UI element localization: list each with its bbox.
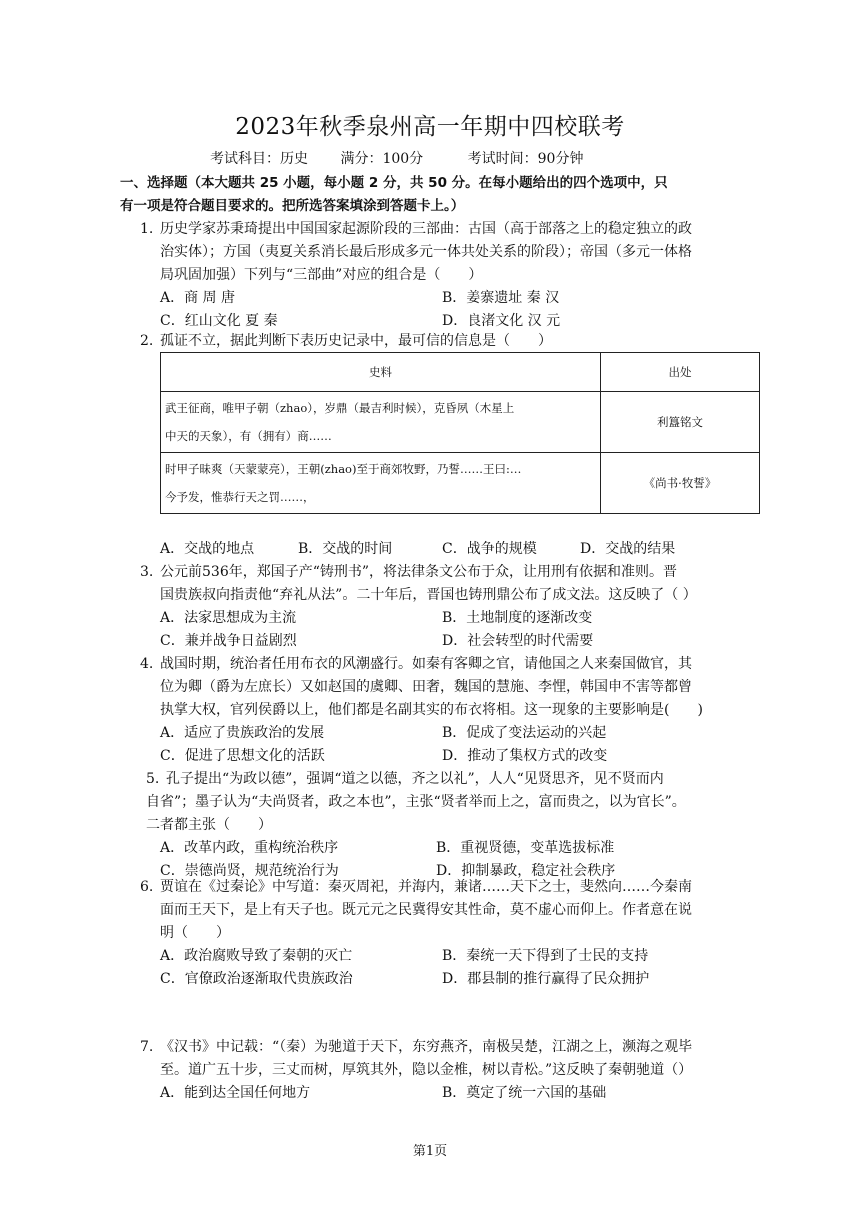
option-b[interactable]: B．促成了变法运动的兴起: [442, 725, 607, 741]
table-cell-origin: 利簋铭文: [601, 392, 760, 453]
stem-line: 贾谊在《过秦论》中写道：秦灭周祀，并海内，兼诸……天下之士，斐然向……今秦南: [160, 879, 692, 895]
stem-line: 孔子提出“为政以德”，强调“道之以德，齐之以礼”，人人“见贤思齐，见不贤而内: [166, 771, 664, 787]
question-4: [140, 653, 760, 768]
stem-line: 明（ ）: [160, 925, 230, 941]
question-stem: [160, 1036, 760, 1082]
table-header-row: [161, 353, 760, 392]
table-cell-origin: 《尚书·牧誓》: [601, 453, 760, 514]
table-cell-text: [161, 392, 601, 453]
stem-line: 战国时期，统治者任用布衣的风潮盛行。如秦有客卿之官，请他国之人来秦国做官，其: [160, 656, 692, 672]
exam-score: 满分：100分: [340, 151, 424, 167]
option-b[interactable]: B．奠定了统一六国的基础: [442, 1085, 607, 1101]
section-line: 一、选择题（本大题共 25 小题，每小题 2 分，共 50 分。在每小题给出的四个选项中，只: [120, 175, 668, 191]
stem-line: 位为卿（爵为左庶长）又如赵国的虞卿、田奢，魏国的慧施、李悝，韩国申不害等都曾: [160, 679, 692, 695]
stem-line: 二者都主张（ ）: [146, 817, 272, 833]
stem-line: 历史学家苏秉琦提出中国国家起源阶段的三部曲：古国（高于部落之上的稳定独立的政: [160, 221, 692, 237]
table-row: [161, 392, 760, 453]
option-a[interactable]: A．法家思想成为主流: [160, 610, 297, 626]
cell-line: 武王征商，唯甲子朝（zhao），岁鼎（最吉利时候），克昏夙（木星上: [165, 401, 515, 415]
question-stem: [160, 561, 760, 607]
question-1: [140, 218, 760, 333]
option-a[interactable]: A．适应了贵族政治的发展: [160, 725, 325, 741]
option-a[interactable]: A．改革内政，重构统治秩序: [160, 840, 339, 856]
option-d[interactable]: D．郡县制的推行赢得了民众拥护: [442, 971, 650, 987]
option-row: [160, 745, 760, 768]
question-7: [140, 1036, 760, 1105]
question-number: 3.: [140, 564, 154, 580]
question-stem: [160, 653, 760, 722]
section-heading: [120, 172, 760, 218]
stem-line: 《汉书》中记载：“（秦）为驰道于天下，东穷燕齐，南极吴楚，江湖之上，濒海之观毕: [160, 1039, 693, 1055]
option-row: [160, 837, 766, 860]
option-row: [160, 607, 760, 630]
question-2-options: [140, 538, 760, 561]
option-row: [160, 287, 760, 310]
question-number: 5.: [146, 771, 160, 787]
question-5: [146, 768, 766, 883]
option-row: [160, 630, 760, 653]
question-stem: [160, 876, 760, 945]
page-number: 第1页: [412, 1144, 448, 1159]
stem-line: 治实体）；方国（夷夏关系消长最后形成多元一体共处关系的阶段）；帝国（多元一体格: [160, 244, 692, 260]
option-c[interactable]: C．兼并战争日益剧烈: [160, 633, 297, 649]
exam-meta: [210, 148, 730, 170]
stem-line: 面而王天下，是上有天子也。既元元之民冀得安其性命，莫不虚心而仰上。作者意在说: [160, 902, 692, 918]
table-cell-text: [161, 453, 601, 514]
option-c[interactable]: C．促进了思想文化的活跃: [160, 748, 325, 764]
question-number: 2.: [140, 333, 154, 349]
option-row: [160, 945, 760, 968]
stem-line: 执掌大权，官列侯爵以上，他们都是名副其实的布衣将相。这一现象的主要影响是( ): [160, 702, 703, 718]
question-2: [140, 330, 760, 353]
question-number: 6.: [140, 879, 154, 895]
question-number: 1.: [140, 221, 154, 237]
option-d[interactable]: D．推动了集权方式的改变: [442, 748, 608, 764]
table-header-source-text: 史料: [161, 353, 601, 392]
question-stem: 孤证不立，据此判断下表历史记录中，最可信的信息是（ ）: [160, 333, 552, 349]
cell-line: 中天的天象），有（拥有）商……: [165, 429, 332, 443]
question-stem: [146, 768, 766, 837]
question-stem: [160, 218, 760, 287]
option-row: [160, 1082, 760, 1105]
question-6: [140, 876, 760, 991]
option-b[interactable]: B．交战的时间: [298, 541, 393, 557]
cell-line: 时甲子昧爽（天蒙蒙亮），王朝(zhao)至于商郊牧野，乃誓……王曰:…: [165, 462, 522, 476]
source-table: [160, 352, 760, 514]
exam-time: 考试时间：90分钟: [467, 151, 584, 167]
option-a[interactable]: A．交战的地点: [160, 541, 255, 557]
stem-line: 局巩固加强）下列与“三部曲”对应的组合是（ ）: [160, 267, 483, 283]
option-d[interactable]: D．抑制暴政，稳定社会秩序: [436, 863, 616, 879]
option-c[interactable]: C．战争的规模: [442, 541, 537, 557]
option-a[interactable]: A．政治腐败导致了秦朝的灭亡: [160, 948, 353, 964]
table-row: [161, 453, 760, 514]
option-c[interactable]: C．红山文化 夏 秦: [160, 313, 278, 329]
option-a[interactable]: A．商 周 唐: [160, 290, 236, 306]
option-c[interactable]: C．崇德尚贤，规范统治行为: [160, 863, 339, 879]
question-3: [140, 561, 760, 653]
exam-subject: 考试科目：历史: [210, 151, 308, 167]
stem-line: 自省”；墨子认为“夫尚贤者，政之本也”，主张“贤者举而上之，富而贵之，以为官长”。: [146, 794, 686, 810]
question-number: 7.: [140, 1039, 154, 1055]
question-number: 4.: [140, 656, 154, 672]
option-row: [160, 968, 760, 991]
table-header-origin: 出处: [601, 353, 760, 392]
section-line: 有一项是符合题目要求的。把所选答案填涂到答题卡上。）: [120, 198, 465, 214]
option-d[interactable]: D．社会转型的时代需要: [442, 633, 594, 649]
option-row: [160, 538, 760, 561]
option-row: [160, 722, 760, 745]
cell-line: 今予发，惟恭行天之罚……，: [165, 490, 315, 504]
option-b[interactable]: B．土地制度的逐渐改变: [442, 610, 593, 626]
option-d[interactable]: D．良渚文化 汉 元: [442, 313, 561, 329]
stem-line: 公元前536年，郑国子产“铸刑书”，将法律条文公布于众，让用刑有依据和准则。晋: [160, 564, 678, 580]
option-c[interactable]: C．官僚政治逐渐取代贵族政治: [160, 971, 353, 987]
option-b[interactable]: B．秦统一天下得到了士民的支持: [442, 948, 649, 964]
stem-line: 至。道广五十步，三丈而树，厚筑其外，隐以金椎，树以青松。”这反映了秦朝驰道（）: [160, 1062, 693, 1078]
exam-title: 2023年秋季泉州高一年期中四校联考: [235, 114, 625, 140]
option-b[interactable]: B．重视贤德，变革选拔标准: [436, 840, 615, 856]
stem-line: 国贵族叔向指责他“弃礼从法”。二十年后，晋国也铸刑鼎公布了成文法。这反映了（ ）: [160, 587, 697, 603]
option-d[interactable]: D．交战的结果: [580, 541, 676, 557]
option-b[interactable]: B．姜寨遗址 秦 汉: [442, 290, 560, 306]
option-a[interactable]: A．能到达全国任何地方: [160, 1085, 311, 1101]
